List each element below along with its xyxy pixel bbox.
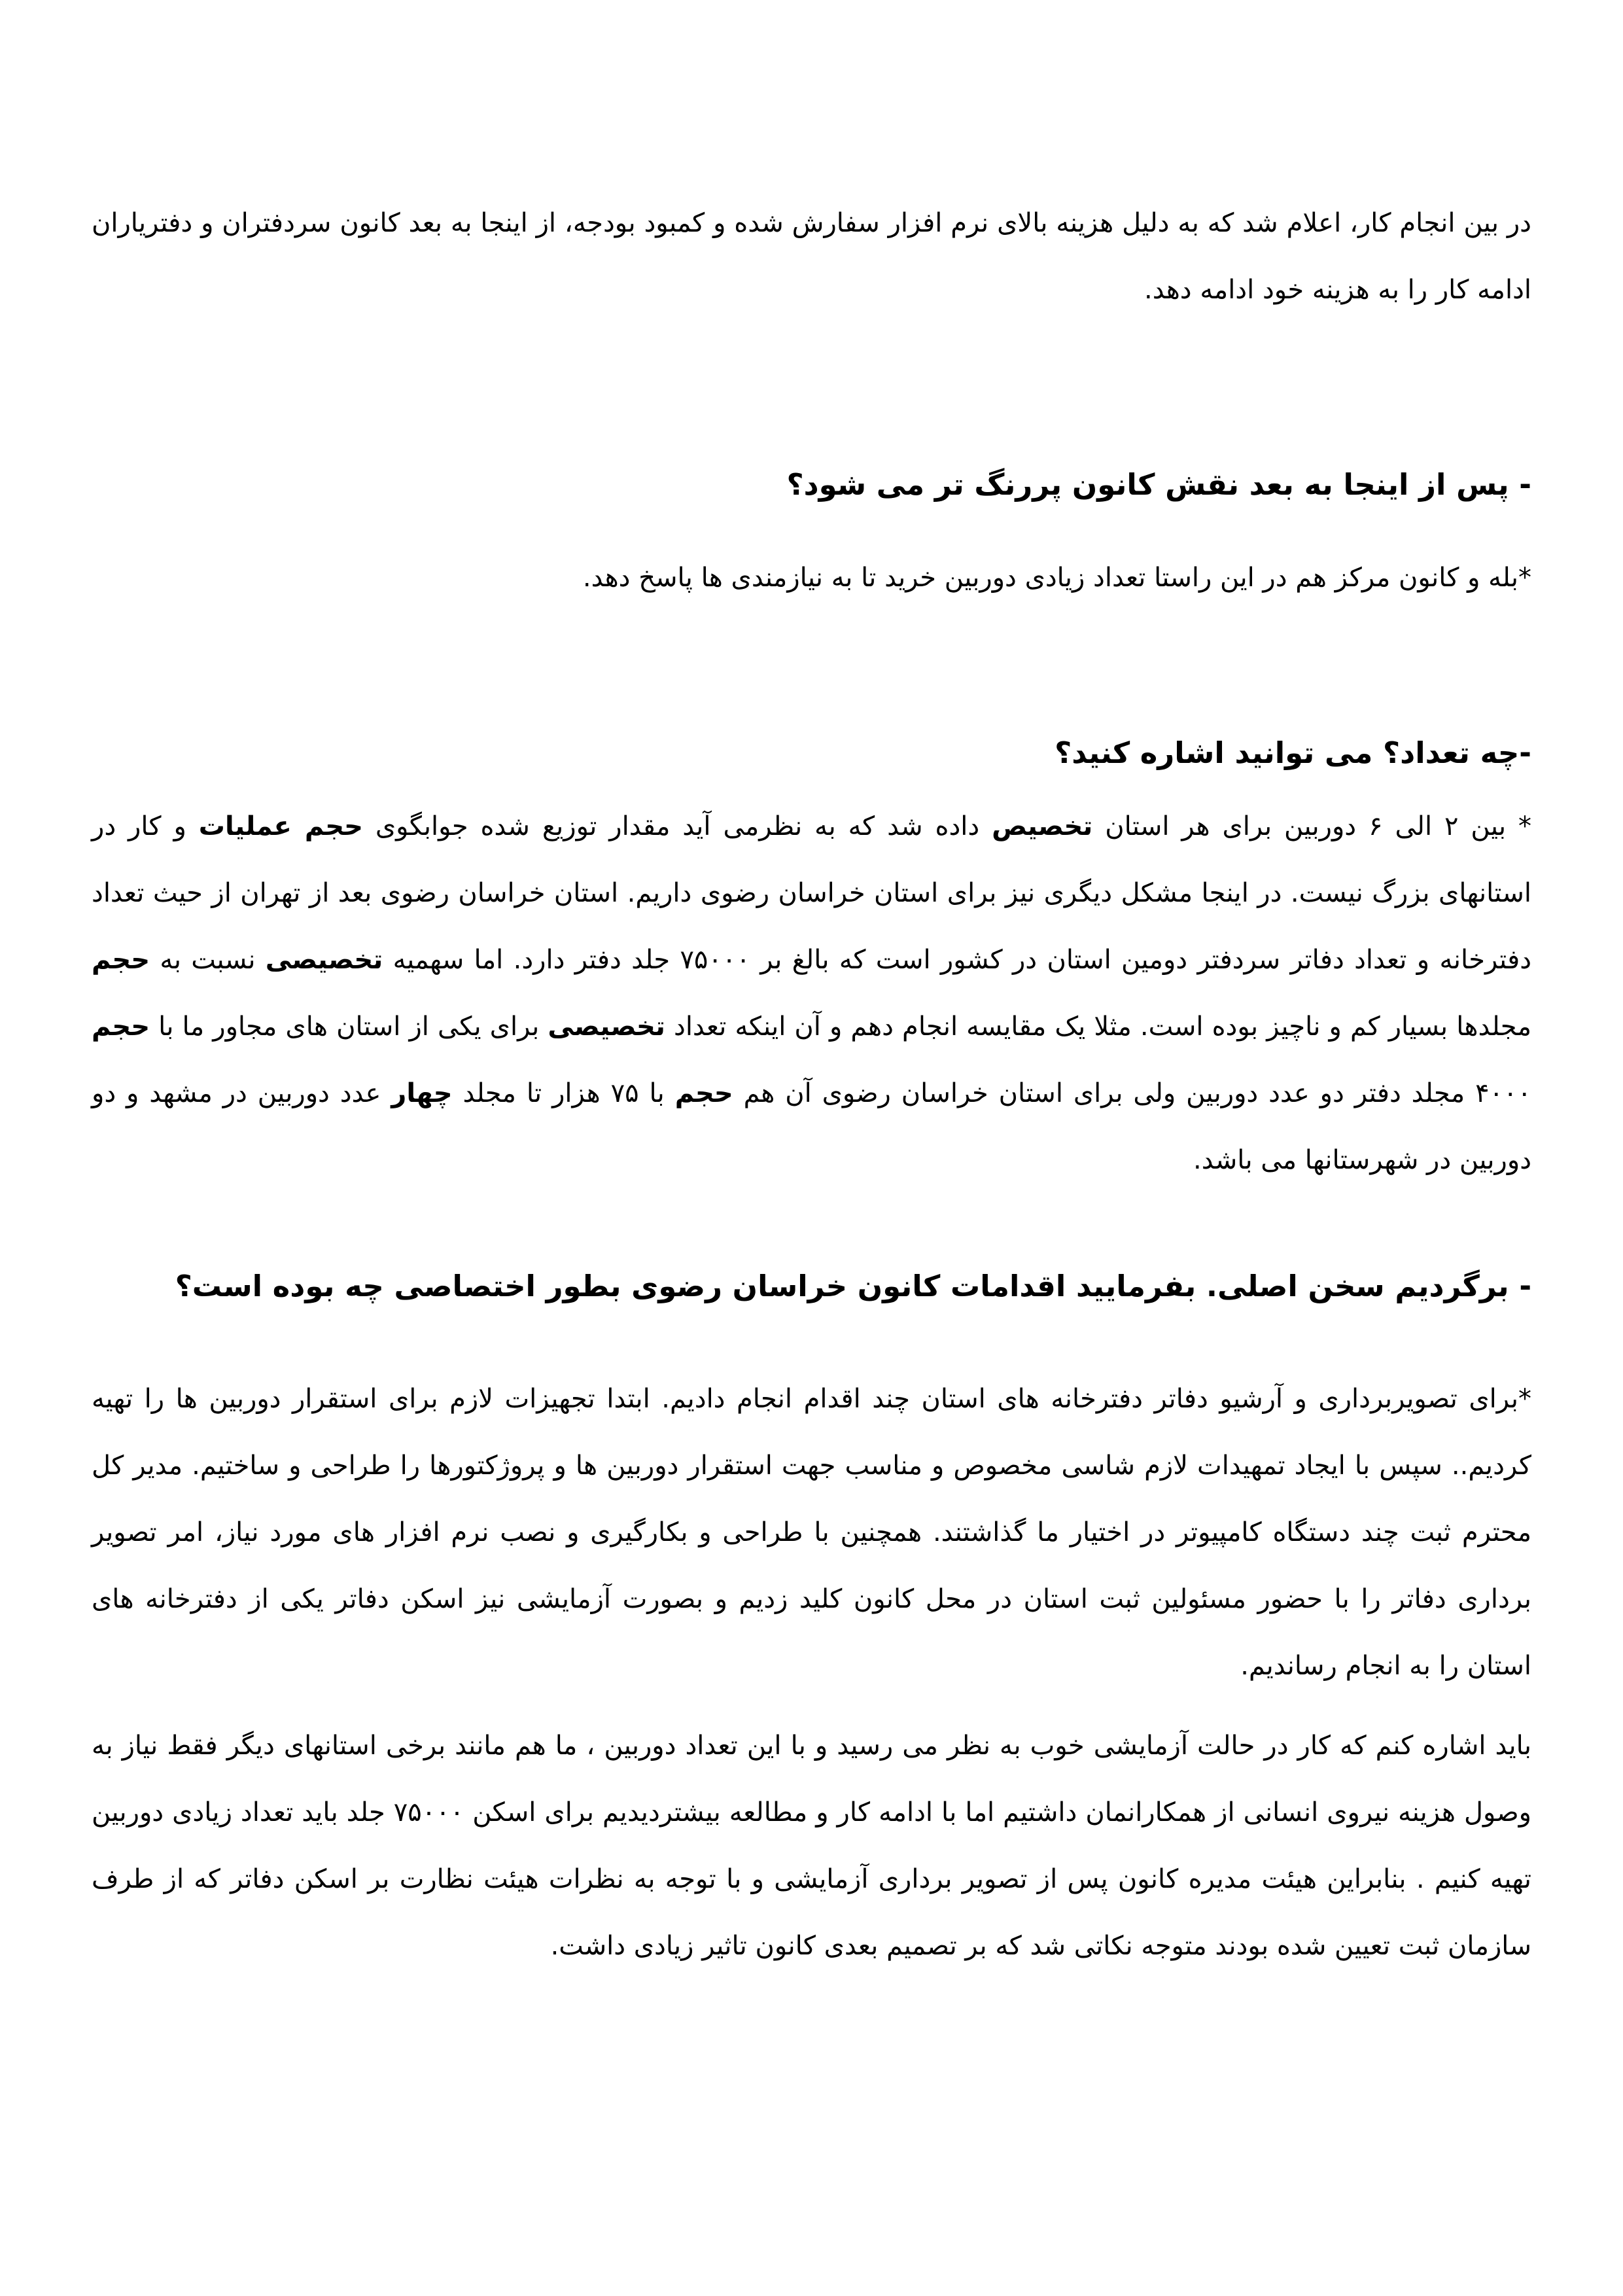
question-text: - پس از اینجا به بعد نقش کانون پررنگ تر می شود؟ [786,467,1531,502]
bold-word: حجم عملیات [198,811,363,841]
answer-2 [92,793,1531,1193]
bold-word: تخصیصی [265,945,383,975]
answer-3-part-2 [92,1712,1531,1979]
paragraph-text: و کار در استانهای بزرگ نیست. در اینجا مشکل دیگری نیز برای استان خراسان رضوی داریم. استان خراسان رضوی بعد از تهران از حیث تعداد دفترخانه و تعداد دفاتر سردفتر دومین استان در کشور است که بالغ بر ۷۵۰۰۰ جلد دفتر دارد. اما سهمیه [92,811,1532,975]
bold-word: تخصیص [992,811,1093,841]
paragraph-text: باید اشاره کنم که کار در حالت آزمایشی خوب به نظر می رسید و با این تعداد دوربین ، ما هم مانند برخی استانهای دیگر فقط نیاز به وصول هزینه نیروی انسانی از همکارانمان داشتیم اما با ادامه کار و مطالعه بیشتردیدیم برای اسکن ۷۵۰۰۰ جلد باید تعداد زیادی دوربین تهیه کنیم . بنابراین هیئت مدیره کانون پس از تصویر برداری آزمایشی و با توجه به نظرات هیئت نظارت بر اسکن دفاتر که از طرف سازمان ثبت تعیین شده بودند متوجه نکاتی شد که بر تصمیم بعدی کانون تاثیر زیادی داشت. [92,1731,1531,1961]
bold-word: تخصیصی [548,1012,665,1042]
paragraph-text: * بین ۲ الی ۶ دوربین برای هر استان [1092,811,1531,841]
paragraph-text: با ۷۵ هزار تا مجلد [452,1078,675,1108]
question-text: -چه تعداد؟ می توانید اشاره کنید؟ [1055,735,1531,770]
paragraph-text: مجلدها بسیار کم و ناچیز بوده است. مثلا یک مقایسه انجام دهم و آن اینکه تعداد [665,1012,1531,1042]
question-2 [92,732,1531,773]
paragraph-text: داده شد که به نظرمی آید مقدار توزیع شده جوابگوی [362,811,992,841]
paragraph-text: *برای تصویربرداری و آرشیو دفاتر دفترخانه های استان چند اقدام انجام دادیم. ابتدا تجهیزات لازم برای استقرار دوربین ها را تهیه کردیم.. سپس با ایجاد تمهیدات لازم شاسی مخصوص و مناسب جهت استقرار دوربین ها و پروژکتورها را طراحی و ساختیم. مدیر کل محترم ثبت چند دستگاه کامپیوتر در اختیار ما گذاشتند. همچنین با طراحی و بکارگیری و نصب نرم افزار های مورد نیاز، امر تصویر برداری دفاتر را با حضور مسئولین ثبت استان در محل کانون کلید زدیم و بصورت آزمایشی نیز اسکن دفاتر یکی از دفترخانه های استان را به انجام رساندیم. [92,1384,1531,1681]
bold-word: حجم [92,945,150,975]
bold-word: چهار [391,1078,453,1108]
paragraph-text: *بله و کانون مرکز هم در این راستا تعداد زیادی دوربین خرید تا به نیازمندی ها پاسخ دهد. [582,563,1531,593]
paragraph-text: در بین انجام کار، اعلام شد که به دلیل هزینه بالای نرم افزار سفارش شده و کمبود بودجه، از اینجا به بعد کانون سردفتران و دفتریاران ادامه کار را به هزینه خود ادامه دهد. [92,208,1531,305]
paragraph-text: عدد دوربین در مشهد و دو دوربین در شهرستانها می باشد. [92,1078,1531,1175]
paragraph-text: نسبت به [150,945,266,975]
question-1 [92,464,1531,505]
question-3 [92,1265,1531,1307]
bold-word: حجم [674,1078,733,1108]
opening-paragraph [92,190,1531,323]
answer-1 [92,544,1531,611]
bold-word: حجم [92,1012,150,1042]
paragraph-text: برای یکی از استان های مجاور ما با [150,1012,548,1042]
answer-3-part-1 [92,1366,1531,1699]
paragraph-text: ۴۰۰۰ مجلد دفتر دو عدد دوربین ولی برای استان خراسان رضوی آن هم [733,1078,1531,1108]
question-text: - برگردیم سخن اصلی. بفرمایید اقدامات کانون خراسان رضوی بطور اختصاصی چه بوده است؟ [175,1269,1531,1303]
